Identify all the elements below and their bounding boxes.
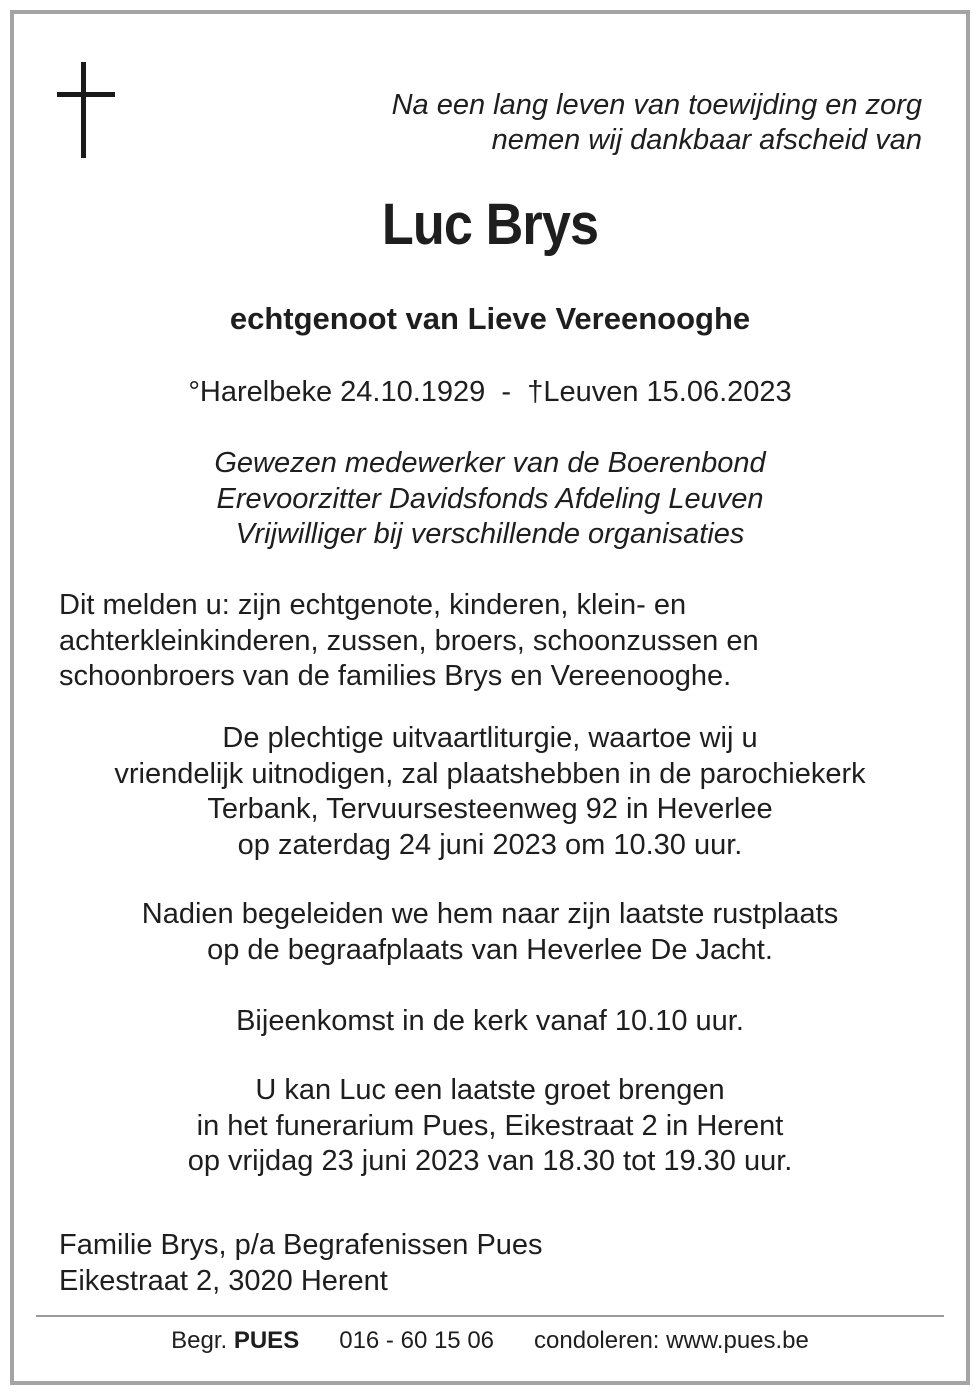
liturgy-line: op zaterdag 24 juni 2023 om 10.30 uur. [237, 828, 743, 861]
visitation-line: op vrijdag 23 juni 2023 van 18.30 tot 19.30 uur. [187, 1145, 793, 1177]
burial-paragraph [0, 897, 980, 968]
announcement-line: schoonbroers van de families Brys en Vereenooghe. [59, 660, 732, 692]
announcement-line: achterkleinkinderen, zussen, broers, schoonzussen en [59, 624, 759, 657]
family-line: Familie Brys, p/a Begrafenissen Pues [59, 1229, 543, 1261]
visitation-line: in het funerarium Pues, Eikestraat 2 in Herent [196, 1109, 784, 1142]
announcement-line: Dit melden u: zijn echtgenote, kinderen, klein- en [59, 589, 687, 621]
intro-text [392, 88, 922, 158]
birth-death-dates: °Harelbeke 24.10.1929 - †Leuven 15.06.2023 [188, 376, 792, 408]
cross-icon [57, 62, 115, 158]
gathering-line: Bijeenkomst in de kerk vanaf 10.10 uur. [236, 1005, 744, 1037]
role-item: Gewezen medewerker van de Boerenbond [214, 447, 766, 479]
intro-line: Na een lang leven van toewijding en zorg [391, 89, 922, 121]
burial-line: op de begraafplaats van Heverlee De Jacht. [207, 933, 773, 966]
deceased-name: Luc Brys [381, 192, 599, 257]
visitation-line: U kan Luc een laatste groet brengen [255, 1074, 725, 1106]
role-item: Vrijwilliger bij verschillende organisaties [235, 518, 745, 550]
liturgy-line: vriendelijk uitnodigen, zal plaatshebben in de parochiekerk [114, 757, 866, 790]
burial-line: Nadien begeleiden we hem naar zijn laatste rustplaats [141, 898, 839, 930]
roles-list [0, 446, 980, 553]
liturgy-line: De plechtige uitvaartliturgie, waartoe wij u [222, 722, 758, 754]
visitation-paragraph [0, 1073, 980, 1180]
liturgy-paragraph [0, 721, 980, 863]
footer-brand: PUES [233, 1327, 300, 1354]
intro-line: nemen wij dankbaar afscheid van [491, 124, 922, 156]
footer-divider [36, 1315, 944, 1317]
footer-prefix: Begr. [171, 1327, 234, 1354]
role-item: Erevoorzitter Davidsfonds Afdeling Leuven [216, 482, 764, 515]
spouse-line: echtgenoot van Lieve Vereenooghe [229, 301, 751, 336]
family-line: Eikestraat 2, 3020 Herent [59, 1264, 388, 1297]
footer-bar [0, 1326, 980, 1356]
footer-condolences-link[interactable]: condoleren: www.pues.be [534, 1327, 809, 1354]
liturgy-line: Terbank, Tervuursesteenweg 92 in Heverlee [207, 793, 773, 825]
announcement-paragraph [59, 588, 759, 695]
footer-phone: 016 - 60 15 06 [339, 1327, 495, 1354]
family-address [59, 1228, 543, 1299]
